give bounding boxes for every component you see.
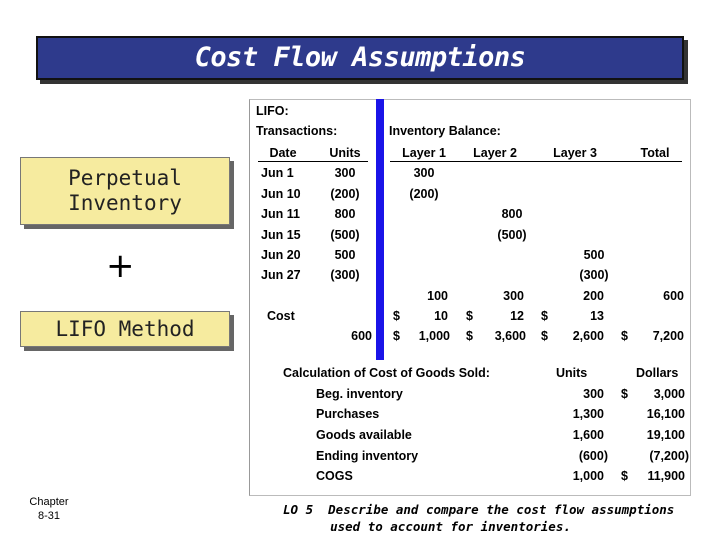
cogs-units-header: Units xyxy=(556,366,588,380)
perpetual-label-line1: Perpetual xyxy=(68,166,182,190)
layer2-unit-cost: 12 xyxy=(510,309,524,323)
balance-label: Inventory Balance: xyxy=(389,124,501,138)
row-layer3: 500 xyxy=(583,248,605,262)
dollar-sign: $ xyxy=(466,329,473,343)
plus-sign: + xyxy=(106,246,135,286)
lo-line-1: LO 5 Describe and compare the cost flow assumptions xyxy=(283,502,675,517)
row-date: Jun 15 xyxy=(261,228,301,242)
col-header-layer2: Layer 2 xyxy=(473,146,517,160)
cogs-row-value: 16,100 xyxy=(646,407,685,421)
dollar-sign: $ xyxy=(621,329,628,343)
col-header-units: Units xyxy=(329,146,361,160)
layer3-unit-cost: 13 xyxy=(590,309,604,323)
blue-divider xyxy=(376,99,384,360)
row-date: Jun 27 xyxy=(261,268,301,282)
cogs-row-units: 1,600 xyxy=(572,428,604,442)
row-date: Jun 20 xyxy=(261,248,301,262)
row-date: Jun 10 xyxy=(261,187,301,201)
layer3-cost: 2,600 xyxy=(572,329,604,343)
row-layer2: (500) xyxy=(497,228,527,242)
dollar-sign: $ xyxy=(393,309,400,323)
cogs-row-value: 3,000 xyxy=(653,387,685,401)
lifo-method-box xyxy=(20,311,230,347)
cogs-row-label: COGS xyxy=(316,469,353,483)
row-date: Jun 1 xyxy=(261,166,294,180)
cogs-row-label: Ending inventory xyxy=(316,449,419,463)
row-layer2: 800 xyxy=(501,207,523,221)
layer2-total: 300 xyxy=(503,289,524,303)
slide-title: Cost Flow Assumptions xyxy=(194,42,526,73)
dollar-sign: $ xyxy=(393,329,400,343)
row-units: (500) xyxy=(330,228,360,242)
cogs-row-units: 1,300 xyxy=(572,407,604,421)
cogs-row-dollar: $ xyxy=(621,387,628,401)
row-layer3: (300) xyxy=(579,268,609,282)
row-layer1: (200) xyxy=(409,187,439,201)
chapter-number: 8-31 xyxy=(37,510,61,522)
perpetual-inventory-box xyxy=(20,157,230,225)
row-layer1: 300 xyxy=(413,166,435,180)
cogs-row-label: Beg. inventory xyxy=(316,387,403,401)
chapter-label xyxy=(14,495,84,523)
cogs-dollars-header: Dollars xyxy=(636,366,679,380)
dollar-sign: $ xyxy=(466,309,473,323)
col-header-layer3: Layer 3 xyxy=(553,146,597,160)
cogs-title: Calculation of Cost of Goods Sold: xyxy=(283,366,490,380)
cogs-row-units: 300 xyxy=(583,387,604,401)
cogs-row-value: 19,100 xyxy=(646,428,685,442)
cost-units: 600 xyxy=(351,329,372,343)
layer2-cost: 3,600 xyxy=(494,329,526,343)
layer3-total: 200 xyxy=(583,289,604,303)
cogs-row-dollar: $ xyxy=(621,469,628,483)
cogs-row-label: Goods available xyxy=(316,428,412,442)
total-cost: 7,200 xyxy=(652,329,684,343)
row-date: Jun 11 xyxy=(261,207,300,221)
cogs-row-value: (7,200) xyxy=(649,449,689,463)
cost-label: Cost xyxy=(267,309,295,323)
dollar-sign: $ xyxy=(541,309,548,323)
layer1-total: 100 xyxy=(427,289,448,303)
cogs-row-units: (600) xyxy=(578,449,608,463)
cogs-row-label: Purchases xyxy=(316,407,380,421)
layer1-cost: 1,000 xyxy=(418,329,450,343)
row-units: (300) xyxy=(330,268,360,282)
row-units: (200) xyxy=(330,187,360,201)
col-header-total: Total xyxy=(640,146,670,160)
dollar-sign: $ xyxy=(541,329,548,343)
title-banner xyxy=(36,36,684,80)
cogs-row-units: 1,000 xyxy=(572,469,604,483)
row-units: 500 xyxy=(334,248,356,262)
lo-line-2: used to account for inventories. xyxy=(330,519,571,534)
perpetual-label-line2: Inventory xyxy=(68,191,182,215)
header-underline-right xyxy=(390,161,682,162)
table-heading: LIFO: xyxy=(256,104,289,118)
col-header-layer1: Layer 1 xyxy=(402,146,446,160)
lifo-method-label: LIFO Method xyxy=(55,317,195,341)
transactions-label: Transactions: xyxy=(256,124,338,138)
learning-objective xyxy=(283,501,674,535)
col-header-date: Date xyxy=(269,146,297,160)
row-units: 800 xyxy=(334,207,356,221)
grand-units-total: 600 xyxy=(663,289,684,303)
row-units: 300 xyxy=(334,166,356,180)
chapter-word: Chapter xyxy=(29,496,69,508)
layer1-unit-cost: 10 xyxy=(434,309,448,323)
cogs-row-value: 11,900 xyxy=(647,469,685,483)
header-underline-left xyxy=(258,161,368,162)
